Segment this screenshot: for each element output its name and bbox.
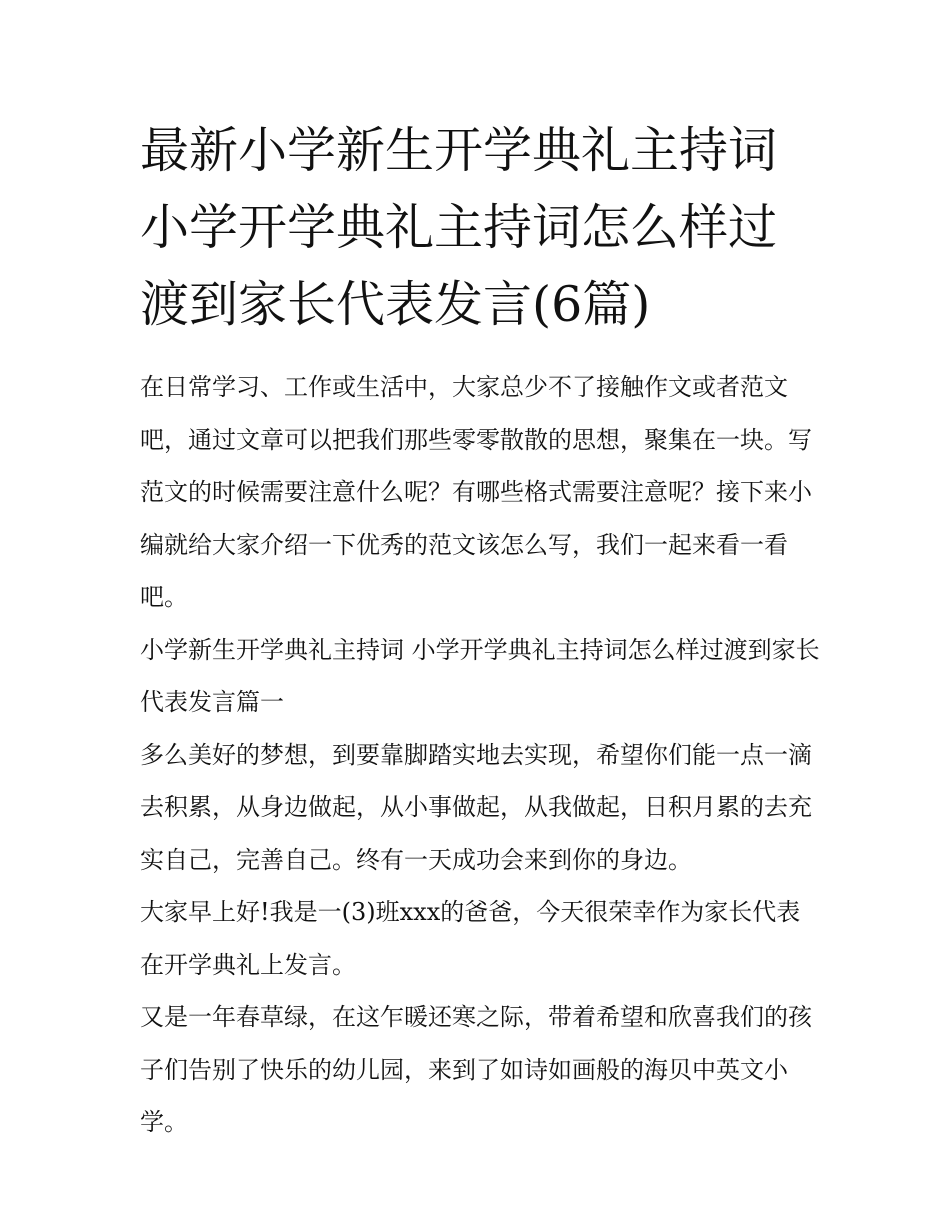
document-title: 最新小学新生开学典礼主持词 小学开学典礼主持词怎么样过渡到家长代表发言(6篇) (140, 122, 778, 333)
body-paragraph: 多么美好的梦想，到要靠脚踏实地去实现，希望你们能一点一滴去积累，从身边做起，从小事做起，从我做起，日积月累的去充实自己，完善自己。终有一天成功会来到你的身边。 (140, 740, 812, 874)
section-heading: 小学新生开学典礼主持词 小学开学典礼主持词怎么样过渡到家长代表发言篇一 (140, 635, 820, 716)
document-body (140, 361, 820, 1149)
intro-paragraph: 在日常学习、工作或生活中，大家总少不了接触作文或者范文吧，通过文章可以把我们那些零零散散的思想，聚集在一块。写范文的时候需要注意什么呢？有哪些格式需要注意呢？接下来小编就给大家介绍一下优秀的范文该怎么写，我们一起来看一看吧。 (140, 373, 812, 611)
document-page (140, 112, 820, 1149)
body-paragraph: 又是一年春草绿，在这乍暖还寒之际，带着希望和欣喜我们的孩子们告别了快乐的幼儿园，来到了如诗如画般的海贝中英文小学。 (140, 1003, 812, 1136)
body-paragraph: 大家早上好!我是一(3)班xxx的爸爸，今天很荣幸作为家长代表在开学典礼上发言。 (140, 898, 801, 979)
